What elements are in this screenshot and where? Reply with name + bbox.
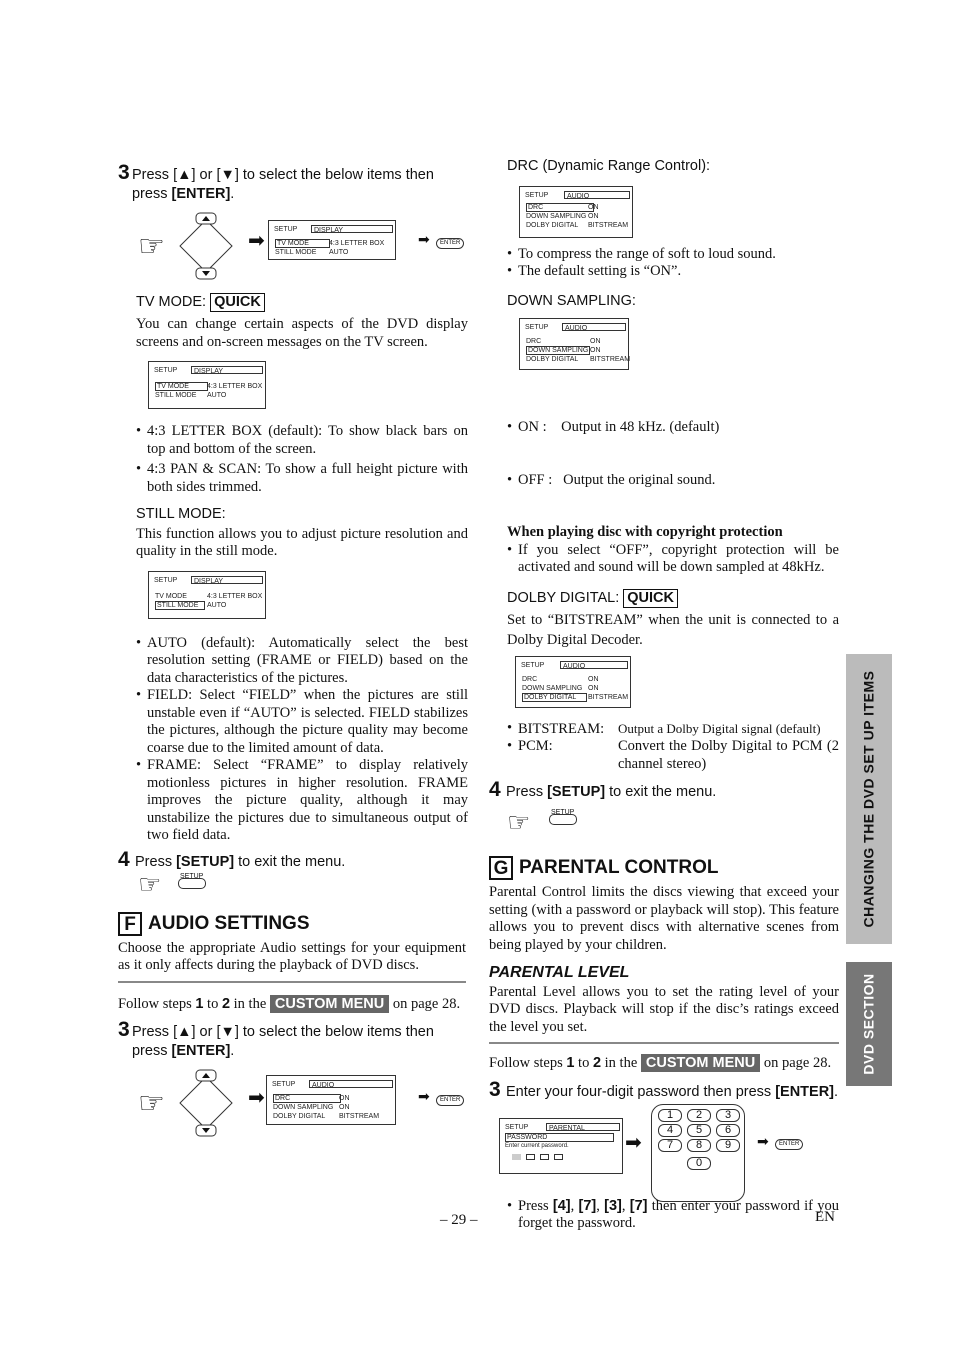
osd-audio-menu: SETUP AUDIO DRC DOWN SAMPLING DOLBY DIGITAL ON ON BITSTREAM xyxy=(266,1075,396,1125)
numeric-keypad xyxy=(651,1104,745,1202)
dolby-digital-heading: DOLBY DIGITAL: QUICK xyxy=(507,589,839,608)
dolby-digital-options xyxy=(507,720,839,774)
keypad-key[interactable]: 7 xyxy=(658,1139,682,1152)
setup-button-label: SETUP xyxy=(180,872,204,880)
osd-parental-menu: SETUP PARENTAL PASSWORD Enter current password. xyxy=(499,1118,623,1174)
step-3-enter-password xyxy=(489,1077,839,1102)
osd-audio-menu: SETUP AUDIO DRC DOWN SAMPLING DOLBY DIGITAL ON ON BITSTREAM xyxy=(519,186,633,238)
step-text: Press [▲] or [▼] to select the below items then press [ENTER]. xyxy=(131,167,434,202)
keypad-key[interactable]: 8 xyxy=(687,1139,711,1152)
arrow-right-icon: ➡ xyxy=(625,1129,642,1154)
drc-options xyxy=(507,246,839,281)
remote-illustration xyxy=(136,210,468,285)
keypad-key[interactable]: 9 xyxy=(716,1139,740,1152)
keypad-key[interactable]: 1 xyxy=(658,1109,682,1122)
osd-audio-menu: SETUP AUDIO DRC DOWN SAMPLING DOLBY DIGITAL ON ON BITSTREAM xyxy=(519,318,629,370)
direction-pad-icon xyxy=(176,212,236,280)
dolby-digital-description: Set to “BITSTREAM” when the unit is connected to a Dolby Digital Decoder. xyxy=(507,611,839,648)
step-text: Press [SETUP] to exit the menu. xyxy=(506,784,717,800)
quick-badge: QUICK xyxy=(210,293,265,312)
setup-illustration xyxy=(136,869,468,900)
section-side-tab xyxy=(846,962,892,1086)
audio-settings-title: F AUDIO SETTINGS xyxy=(118,912,468,936)
step-text: Enter your four-digit password then press [ENTER]. xyxy=(506,1083,839,1100)
step-text: Press [SETUP] to exit the menu. xyxy=(135,853,346,870)
enter-button[interactable]: ENTER xyxy=(436,1095,464,1106)
audio-settings-description: Choose the appropriate Audio settings for your equipment as it only affects during the playback of DVD discs. xyxy=(118,939,466,973)
parental-control-description: Parental Control limits the discs viewing that exceed your setting (with a password or playback will stop). This feature allows you to prevent discs with alternative scenes from being played by your children. xyxy=(489,884,839,953)
section-letter: G xyxy=(489,856,513,880)
list-item: • To compress the range of soft to loud sound. xyxy=(507,246,839,264)
direction-pad-icon xyxy=(176,1069,236,1137)
parental-level-title: PARENTAL LEVEL xyxy=(489,964,630,981)
list-item: • PCM: Convert the Dolby Digital to PCM (2 channel stereo) xyxy=(507,738,839,773)
arrow-right-icon: ➡ xyxy=(418,1089,430,1105)
keypad-key[interactable]: 6 xyxy=(716,1124,740,1137)
list-item: • BITSTREAM: Output a Dolby Digital signal (default) xyxy=(507,720,839,739)
follow-steps: Follow steps 1 to 2 in the CUSTOM MENU on page 28. xyxy=(489,1055,832,1071)
keypad-key[interactable]: 2 xyxy=(687,1109,711,1122)
osd-display-menu: SETUP DISPLAY TV MODE STILL MODE 4:3 LETTER BOX AUTO xyxy=(148,361,266,409)
list-item: • ON : Output in 48 kHz. (default) xyxy=(507,419,839,437)
step-number: 4 xyxy=(118,847,130,871)
keypad-key[interactable]: 3 xyxy=(716,1109,740,1122)
step-4-exit xyxy=(489,778,839,802)
list-item: • OFF : Output the original sound. xyxy=(507,472,839,490)
list-item: • 4:3 LETTER BOX (default): To show black bars on top and bottom of the screen. xyxy=(136,423,468,458)
right-column xyxy=(489,158,839,1233)
arrow-right-icon: ➡ xyxy=(757,1133,769,1150)
setup-button[interactable] xyxy=(549,814,577,825)
hand-pointer-icon: ☞ xyxy=(138,1086,165,1121)
copyright-heading: When playing disc with copyright protection xyxy=(507,524,783,540)
hand-pointer-icon: ☞ xyxy=(507,808,531,838)
section-letter: F xyxy=(118,912,142,936)
copyright-notes xyxy=(507,542,839,577)
password-illustration xyxy=(489,1108,839,1200)
remote-illustration xyxy=(136,1067,468,1142)
osd-audio-menu: SETUP AUDIO DRC DOWN SAMPLING DOLBY DIGITAL ON ON BITSTREAM xyxy=(515,656,631,708)
forgot-password-note xyxy=(507,1198,839,1233)
left-column xyxy=(118,161,468,1142)
list-item: • FIELD: Select “FIELD” when the pictures are still unstable even if “AUTO” is selected. FIELD stabilizes the pictures, although the picture quality may become coarse due to the limited amount of data. xyxy=(136,687,468,757)
hand-pointer-icon: ☞ xyxy=(138,869,162,900)
list-item: • Press [4], [7], [3], [7] then enter your password if you forget the password. xyxy=(507,1198,839,1233)
setup-button-label: SETUP xyxy=(551,809,575,816)
divider xyxy=(118,981,466,983)
list-item: • FRAME: Select “FRAME” to display relatively motionless pictures in higher resolution. FRAME improves the picture quality, although it may unstabilize the pictures due to simultaneous output of two field data. xyxy=(136,757,468,845)
setup-button[interactable] xyxy=(178,878,206,889)
step-number: 3 xyxy=(118,1018,130,1041)
hand-pointer-icon: ☞ xyxy=(138,229,165,264)
step-number: 3 xyxy=(118,161,130,184)
keypad-key[interactable]: 4 xyxy=(658,1124,682,1137)
tv-mode-description: You can change certain aspects of the DVD display screens and on-screen messages on the TV screen. xyxy=(136,316,468,350)
step-number: 3 xyxy=(489,1077,501,1101)
step-number: 4 xyxy=(489,778,501,801)
still-mode-description: This function allows you to adjust picture resolution and quality in the still mode. xyxy=(136,525,468,559)
tv-mode-heading: TV MODE: QUICK xyxy=(136,293,468,312)
language-code: EN xyxy=(815,1209,835,1225)
chapter-title: CHANGING THE DVD SET UP ITEMS xyxy=(860,670,877,928)
drc-heading: DRC (Dynamic Range Control): xyxy=(507,158,711,174)
arrow-right-icon: ➡ xyxy=(418,232,430,248)
list-item: • AUTO (default): Automatically select the best resolution setting (FRAME or FIELD) based on the data characteristics of the pictures. xyxy=(136,635,468,688)
still-mode-options xyxy=(136,635,468,845)
follow-steps: Follow steps 1 to 2 in the CUSTOM MENU on page 28. xyxy=(118,995,461,1012)
still-mode-heading: STILL MODE: xyxy=(136,506,226,522)
keypad-key[interactable]: 5 xyxy=(687,1124,711,1137)
osd-display-menu: SETUP DISPLAY TV MODE STILL MODE 4:3 LETTER BOX AUTO xyxy=(268,220,396,260)
section-title: DVD SECTION xyxy=(860,973,877,1075)
keypad-key[interactable]: 0 xyxy=(687,1157,711,1170)
arrow-right-icon: ➡ xyxy=(248,1085,265,1109)
setup-illustration xyxy=(507,802,839,836)
list-item: • If you select “OFF”, copyright protection will be activated and sound will be down sampled at 48kHz. xyxy=(507,542,839,577)
osd-display-menu: SETUP DISPLAY TV MODE STILL MODE 4:3 LETTER BOX AUTO xyxy=(148,571,266,619)
step-4-exit xyxy=(118,847,468,872)
enter-button[interactable]: ENTER xyxy=(775,1139,803,1150)
quick-badge: QUICK xyxy=(623,589,678,608)
arrow-right-icon: ➡ xyxy=(248,228,265,252)
down-sampling-heading: DOWN SAMPLING: xyxy=(507,292,636,309)
custom-menu-badge: CUSTOM MENU xyxy=(641,1054,760,1072)
down-sampling-options xyxy=(507,384,839,524)
list-item: • 4:3 PAN & SCAN: To show a full height picture with both sides trimmed. xyxy=(136,461,468,496)
page-number: – 29 – xyxy=(440,1212,478,1228)
parental-control-title: G PARENTAL CONTROL xyxy=(489,856,839,880)
list-item: • The default setting is “ON”. xyxy=(507,263,839,281)
step-3-select-display xyxy=(118,161,468,204)
custom-menu-badge: CUSTOM MENU xyxy=(270,995,389,1013)
chapter-side-tab xyxy=(846,654,892,944)
step-text: Press [▲] or [▼] to select the below items then press [ENTER]. xyxy=(131,1024,434,1059)
step-3-select-audio xyxy=(118,1018,468,1061)
tv-mode-options xyxy=(136,423,468,496)
parental-level-description: Parental Level allows you to set the rating level of your DVD discs. Playback will stop if the disc’s ratings exceed the level you set. xyxy=(489,983,839,1035)
divider xyxy=(489,1042,839,1044)
enter-button[interactable]: ENTER xyxy=(436,238,464,249)
